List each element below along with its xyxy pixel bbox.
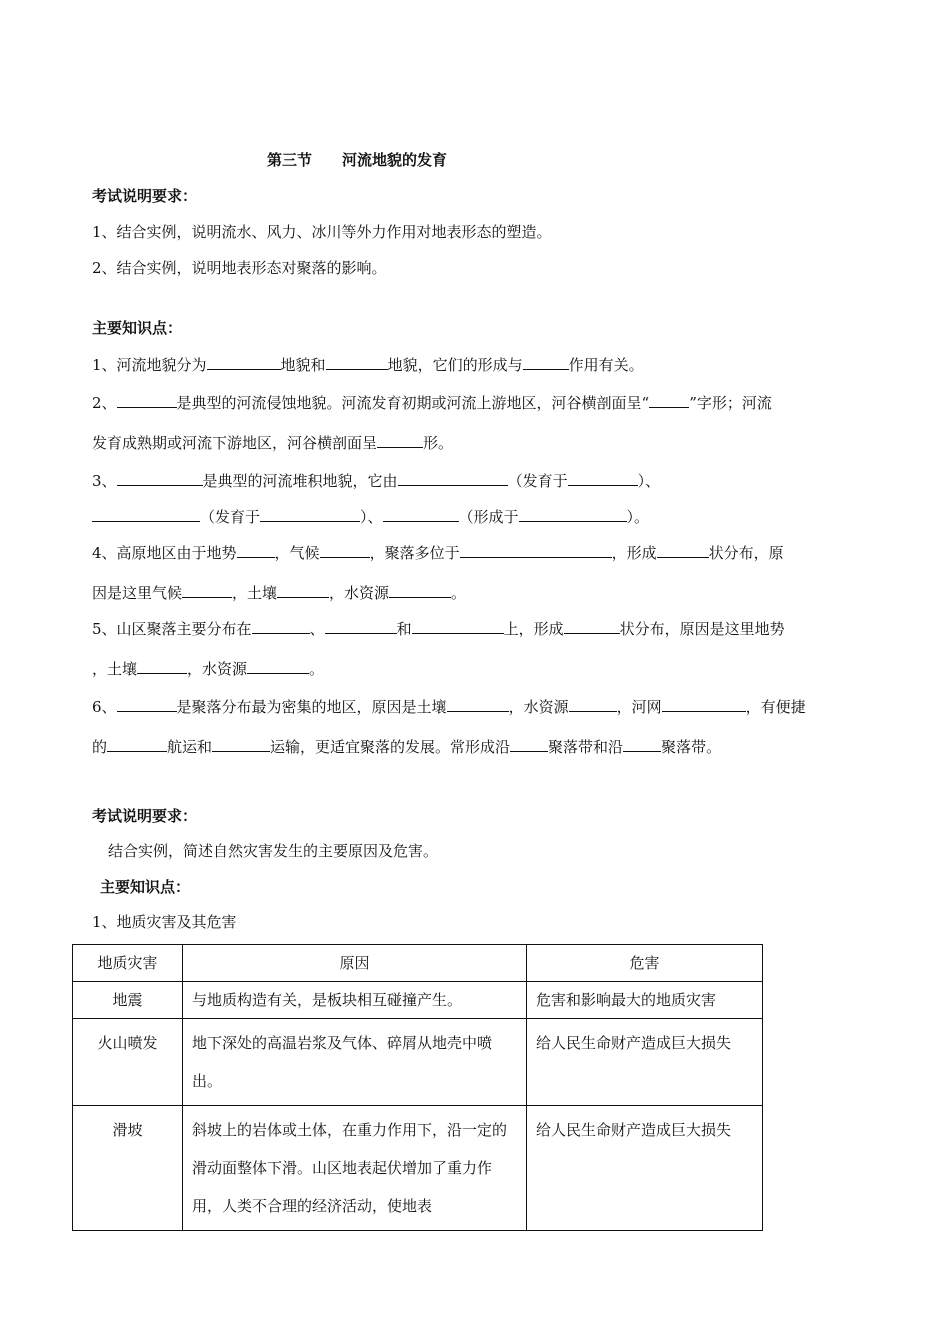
knowledge-item-2-cont: 发育成熟期或河流下游地区，河谷横剖面呈 形。: [92, 434, 454, 452]
fill-blank: [523, 354, 569, 370]
fill-blank: [252, 618, 310, 634]
knowledge-item-3-cont: （发育于 ）、 （形成于 ）。: [92, 506, 649, 527]
fill-blank: [107, 736, 167, 752]
knowledge-item-5: 5、山区聚落主要分布在 、 和 上，形成 状分布，原因是这里地势: [92, 620, 785, 638]
fill-blank: [212, 736, 270, 752]
knowledge-item-1: 1、河流地貌分为 地貌和 地貌，它们的形成与 作用有关。: [92, 356, 644, 374]
table-row: [73, 1019, 763, 1106]
knowledge-item-4-cont: 因是这里气候 ，土壤 ，水资源 。: [92, 584, 467, 602]
table-cell: 与地质构造有关，是板块相互碰撞产生。: [183, 982, 527, 1019]
fill-blank: [569, 696, 617, 712]
requirement-2: 2、结合实例，说明地表形态对聚落的影响。: [92, 259, 387, 277]
table-cell: 地震: [73, 982, 183, 1019]
fill-blank: [657, 542, 709, 558]
fill-blank: [383, 506, 459, 522]
fill-blank: [398, 470, 508, 486]
fill-blank: [623, 736, 661, 752]
fill-blank: [412, 618, 504, 634]
fill-blank: [447, 696, 509, 712]
fill-blank: [377, 432, 423, 448]
table-cell: 给人民生命财产造成巨大损失: [527, 1019, 763, 1106]
header-cell: 原因: [183, 945, 527, 982]
fill-blank: [117, 470, 203, 486]
fill-blank: [277, 582, 329, 598]
fill-blank: [389, 582, 451, 598]
header-cell: 危害: [527, 945, 763, 982]
fill-blank: [237, 542, 275, 558]
fill-blank: [564, 618, 620, 634]
fill-blank: [207, 354, 281, 370]
exam-requirements-heading-2: 考试说明要求：: [92, 807, 198, 825]
fill-blank: [320, 542, 370, 558]
page-title: 第三节 河流地貌的发育: [267, 151, 448, 169]
requirement-3: 结合实例，简述自然灾害发生的主要原因及危害。: [108, 842, 439, 860]
table-row: [73, 1106, 763, 1231]
table-cell: 地下深处的高温岩浆及气体、碎屑从地壳中喷出。: [183, 1019, 527, 1106]
knowledge-item-3: 3、 是典型的河流堆积地貌，它由 （发育于 ）、: [92, 472, 661, 490]
table-cell: 危害和影响最大的地质灾害: [527, 982, 763, 1019]
table-cell: 滑坡: [73, 1106, 183, 1231]
fill-blank: [519, 506, 627, 522]
table-header-row: [73, 945, 763, 982]
key-points-heading: 主要知识点：: [92, 319, 183, 337]
table-cell: 斜坡上的岩体或土体，在重力作用下，沿一定的滑动面整体下滑。山区地表起伏增加了重力作用，人类不合理的经济活动，使地表: [183, 1106, 527, 1231]
key-points-heading-2: 主要知识点：: [100, 878, 191, 896]
header-cell: 地质灾害: [73, 945, 183, 982]
fill-blank: [510, 736, 548, 752]
fill-blank: [92, 506, 200, 522]
table-cell: 火山喷发: [73, 1019, 183, 1106]
table-row: [73, 982, 763, 1019]
fill-blank: [260, 506, 360, 522]
knowledge-item-2: 2、 是典型的河流侵蚀地貌。河流发育初期或河流上游地区，河谷横剖面呈“ ”字形；河流: [92, 394, 772, 412]
fill-blank: [649, 392, 689, 408]
fill-blank: [460, 542, 612, 558]
fill-blank: [325, 618, 397, 634]
requirement-1: 1、结合实例，说明流水、风力、冰川等外力作用对地表形态的塑造。: [92, 223, 552, 241]
fill-blank: [568, 470, 638, 486]
fill-blank: [182, 582, 232, 598]
knowledge-item-6-cont: 的 航运和 运输，更适宜聚落的发展。常形成沿 聚落带和沿 聚落带。: [92, 738, 722, 756]
exam-requirements-heading: 考试说明要求：: [92, 187, 198, 205]
knowledge-item-5-cont: ，土壤 ，水资源 。: [92, 660, 325, 678]
fill-blank: [662, 696, 746, 712]
table-cell: 给人民生命财产造成巨大损失: [527, 1106, 763, 1231]
table-caption: 1、地质灾害及其危害: [92, 913, 237, 931]
fill-blank: [247, 658, 309, 674]
fill-blank: [117, 392, 177, 408]
knowledge-item-6: 6、 是聚落分布最为密集的地区，原因是土壤 ，水资源 ，河网 ，有便捷: [92, 698, 806, 716]
fill-blank: [137, 658, 187, 674]
fill-blank: [117, 696, 177, 712]
fill-blank: [326, 354, 388, 370]
knowledge-item-4: 4、高原地区由于地势 ，气候 ，聚落多位于 ，形成 状分布，原: [92, 544, 784, 562]
geologic-hazards-table: [72, 944, 763, 1231]
